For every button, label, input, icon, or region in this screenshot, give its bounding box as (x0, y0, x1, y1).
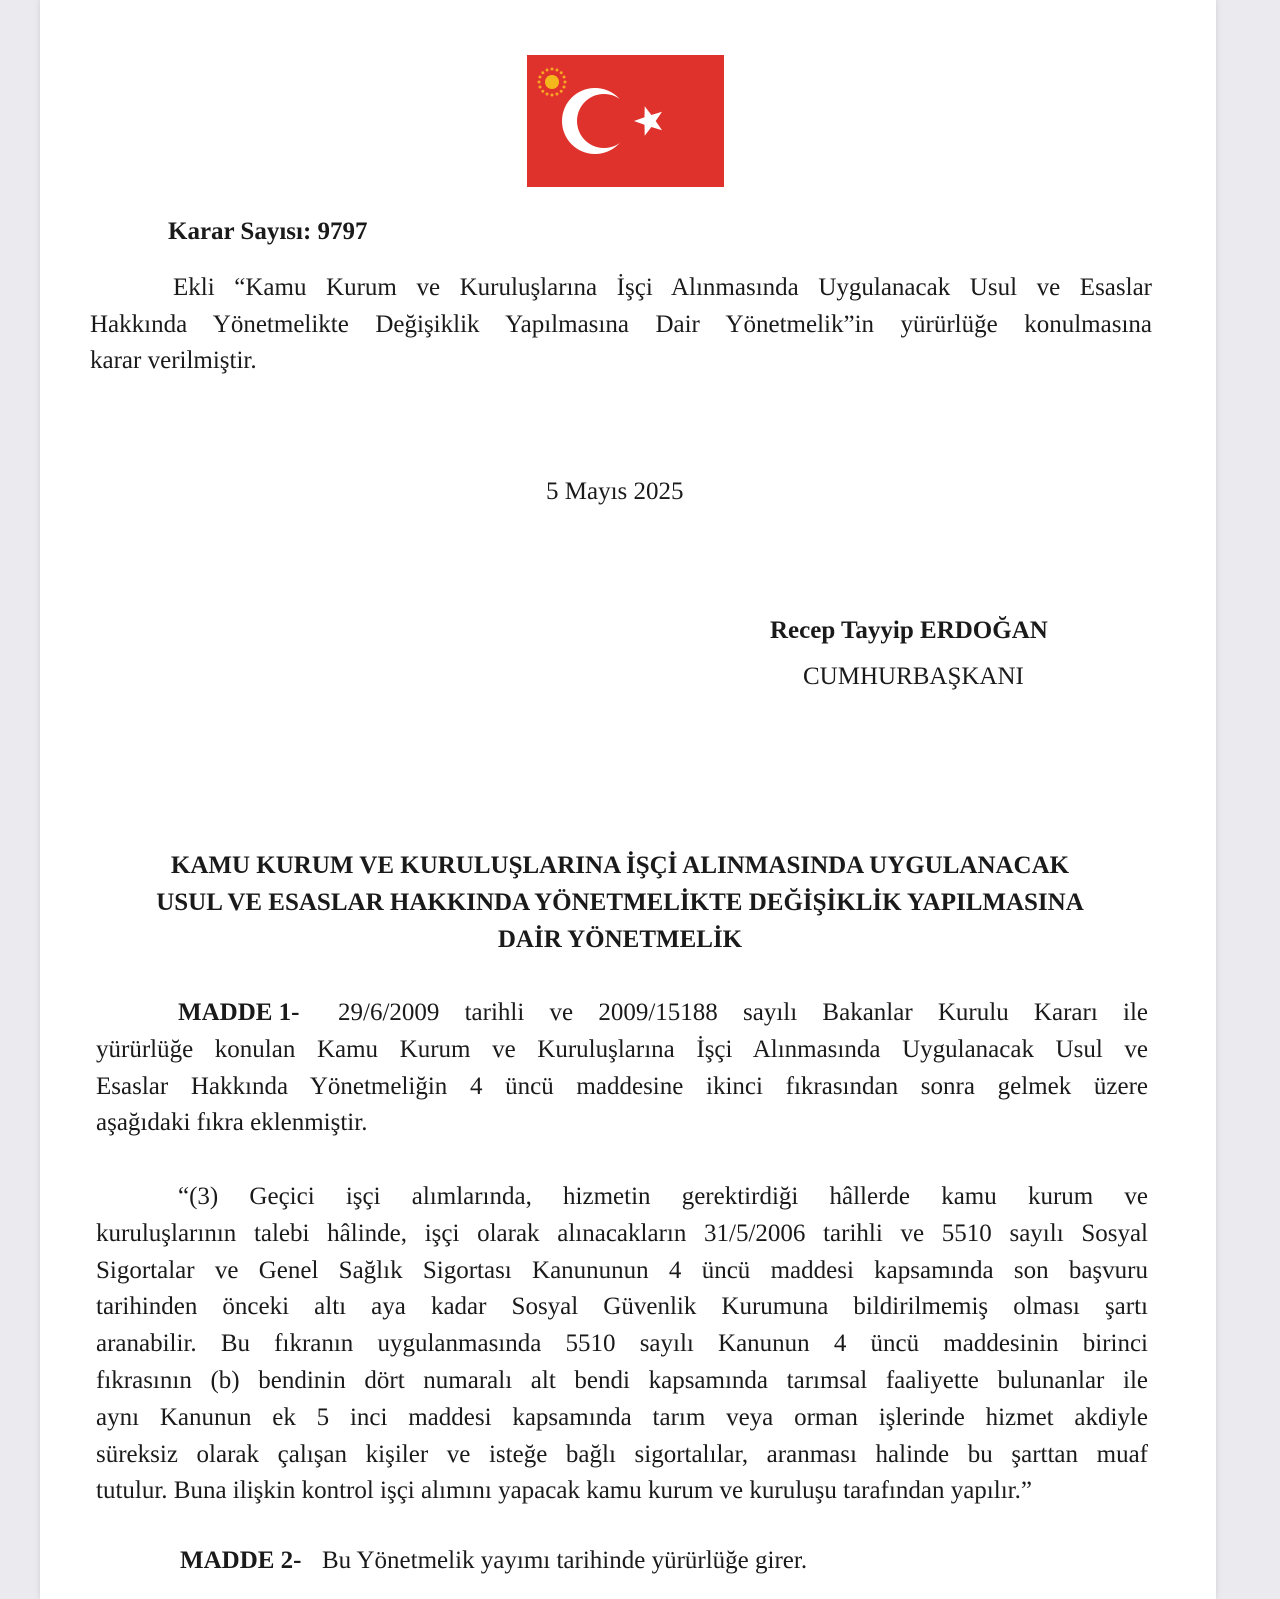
article-1-line: Esaslar Hakkında Yönetmeliğin 4 üncü maddesine ikinci fıkrasından sonra gelmek üzere (96, 1073, 1148, 1100)
inserted-paragraph-line: süreksiz olarak çalışan kişiler ve isteğe bağlı sigortalılar, aranması halinde bu şarttan muaf (96, 1440, 1148, 1468)
article-1-line: yürürlüğe konulan Kamu Kurum ve Kuruluşlarına İşçi Alınmasında Uygulanacak Usul ve (96, 1036, 1148, 1063)
seal-star-icon (538, 81, 541, 84)
turkish-flag-icon (527, 55, 724, 187)
seal-star-icon (546, 68, 549, 71)
regulation-heading: DAİR YÖNETMELİK (497, 926, 743, 953)
seal-star-icon (551, 68, 554, 71)
decision-date: 5 Mayıs 2025 (546, 478, 684, 505)
seal-star-icon (551, 94, 554, 97)
seal-star-icon (538, 76, 541, 79)
seal-star-icon (560, 71, 563, 74)
seal-star-icon (541, 71, 544, 74)
article-1-line: aşağıdaki fıkra eklenmiştir. (96, 1109, 368, 1136)
inserted-paragraph-line: kuruluşlarının talebi hâlinde, işçi olarak alınacakların 31/5/2006 tarihli ve 5510 sayılı Sosyal (96, 1219, 1148, 1247)
inserted-paragraph-line: aynı Kanunun ek 5 inci maddesi kapsamında tarım veya orman işlerinde hizmet akdiyle (96, 1403, 1148, 1431)
seal-star-icon (555, 93, 558, 96)
article-1-label: MADDE 1- (178, 999, 300, 1026)
inserted-paragraph-line: fıkrasının (b) bendinin dört numaralı alt bendi kapsamında tarımsal faaliyette bulunanlar ile (96, 1367, 1148, 1394)
article-1-line: 29/6/2009 tarihli ve 2009/15188 sayılı Bakanlar Kurulu Kararı ile (338, 999, 1148, 1026)
intro-line: karar verilmiştir. (90, 347, 257, 374)
regulation-heading: KAMU KURUM VE KURULUŞLARINA İŞÇİ ALINMASINDA UYGULANACAK (170, 852, 1070, 879)
seal-star-icon (546, 93, 549, 96)
article-2-label: MADDE 2- (180, 1547, 302, 1574)
signatory-title: CUMHURBAŞKANI (803, 663, 1024, 690)
seal-star-icon (560, 90, 563, 93)
seal-star-icon (555, 68, 558, 71)
seal-star-icon (541, 90, 544, 93)
inserted-paragraph-line: Sigortalar ve Genel Sağlık Sigortası Kanununun 4 üncü maddesi kapsamında son başvuru (96, 1256, 1148, 1284)
intro-line: Ekli “Kamu Kurum ve Kuruluşlarına İşçi Alınmasında Uygulanacak Usul ve Esaslar (173, 274, 1152, 301)
article-2-text: Bu Yönetmelik yayımı tarihinde yürürlüğe girer. (322, 1547, 808, 1574)
inserted-paragraph-line: tarihinden önceki altı aya kadar Sosyal Güvenlik Kurumuna bildirilmemiş olması şartı (96, 1293, 1148, 1321)
seal-star-icon (538, 85, 541, 88)
decision-number: Karar Sayısı: 9797 (168, 218, 368, 245)
inserted-paragraph-line: “(3) Geçici işçi alımlarında, hizmetin gerektirdiği hâllerde kamu kurum ve (178, 1183, 1148, 1210)
signatory-name: Recep Tayyip ERDOĞAN (770, 617, 1048, 644)
intro-line: Hakkında Yönetmelikte Değişiklik Yapılmasına Dair Yönetmelik”in yürürlüğe konulmasına (90, 311, 1152, 338)
inserted-paragraph-line: tutulur. Buna ilişkin kontrol işçi alımını yapacak kamu kurum ve kuruluşu tarafından yapılır.” (96, 1477, 1032, 1505)
inserted-paragraph-line: aranabilir. Bu fıkranın uygulanmasında 5510 sayılı Kanunun 4 üncü maddesinin birinci (96, 1330, 1148, 1358)
seal-star-icon (563, 76, 566, 79)
seal-star-icon (564, 81, 567, 84)
seal-star-icon (563, 85, 566, 88)
regulation-heading: USUL VE ESASLAR HAKKINDA YÖNETMELİKTE DEĞİŞİKLİK YAPILMASINA (156, 889, 1084, 916)
